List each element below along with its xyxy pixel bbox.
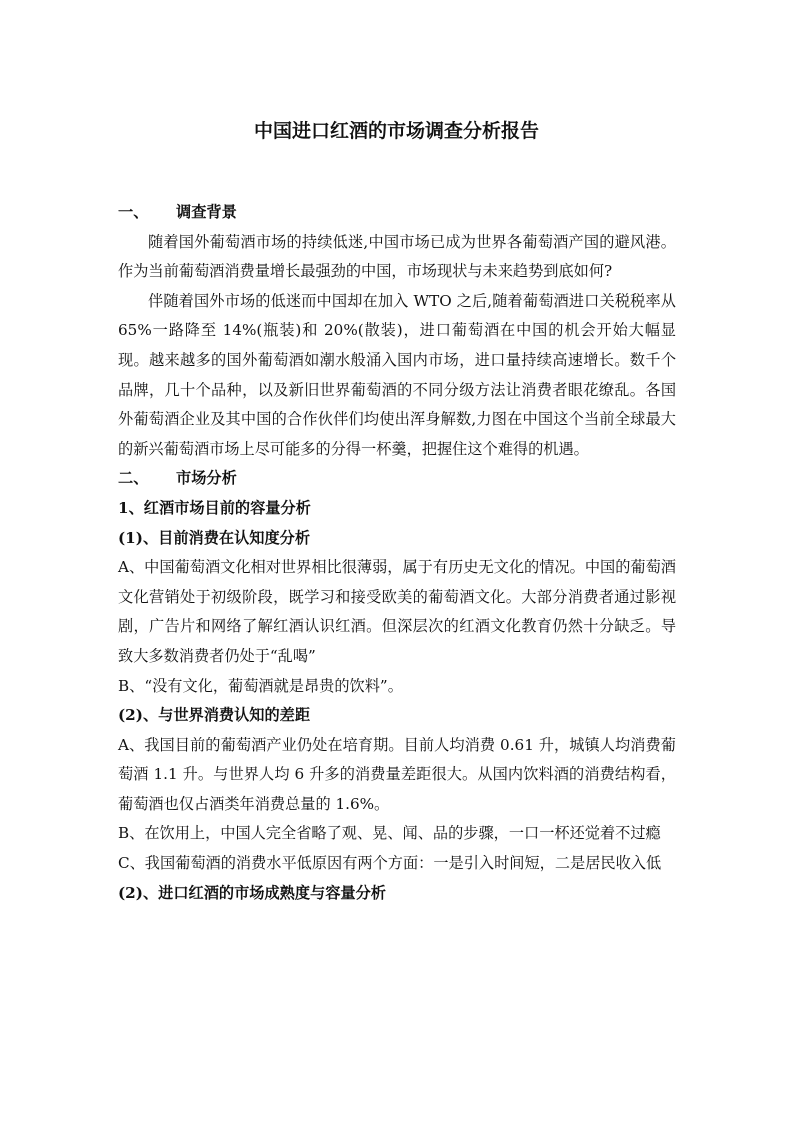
subsection-1-1-heading: (1)、目前消费在认知度分析 bbox=[118, 528, 311, 547]
section-2-title: 市场分析 bbox=[176, 469, 237, 488]
section-1-paragraph-1: 随着国外葡萄酒市场的持续低迷,中国市场已成为世界各葡萄酒产国的避风港。作为当前葡萄酒消费量增长最强劲的中国，市场现状与未来趋势到底如何? bbox=[118, 232, 676, 281]
section-2-number: 二、 bbox=[118, 469, 149, 488]
document-title: 中国进口红酒的市场调查分析报告 bbox=[253, 120, 539, 142]
document-body bbox=[118, 198, 676, 908]
section-1-paragraph-2: 伴随着国外市场的低迷而中国却在加入 WTO 之后,随着葡萄酒进口关税税率从 65%一路降至 14%(瓶装)和 20%(散装)，进口葡萄酒在中国的机会开始大幅显现。越来越多的国外葡萄酒如潮水般涌入国内市场，进口量持续高速增长。数千个品牌，几十个品种，以及新旧世界葡萄酒的不同分级方法让消费者眼花缭乱。各国外葡萄酒企业及其中国的合作伙伴们均使出浑身解数,力图在中国这个当前全球最大的新兴葡萄酒市场上尽可能多的分得一杯羹，把握住这个难得的机遇。 bbox=[118, 291, 676, 458]
subsection-1-heading: 1、红酒市场目前的容量分析 bbox=[118, 498, 311, 517]
subsection-1-2-item-a: A、我国目前的葡萄酒产业仍处在培育期。目前人均消费 0.61 升，城镇人均消费葡萄酒 1.1 升。与世界人均 6 升多的消费量差距很大。从国内饮料酒的消费结构看，葡萄酒也仅占酒类年消费总量的 1.6%。 bbox=[118, 735, 676, 813]
subsection-1-2-heading: (2)、与世界消费认知的差距 bbox=[118, 706, 311, 725]
section-1-number: 一、 bbox=[118, 203, 149, 221]
subsection-1-2-item-c: C、我国葡萄酒的消费水平低原因有两个方面：一是引入时间短，二是居民收入低 bbox=[118, 854, 662, 873]
section-1-heading bbox=[118, 198, 676, 228]
section-2-heading bbox=[118, 464, 676, 494]
subsection-1-1-item-a: A、中国葡萄酒文化相对世界相比很薄弱，属于有历史无文化的情况。中国的葡萄酒文化营销处于初级阶段，既学习和接受欧美的葡萄酒文化。大部分消费者通过影视剧，广告片和网络了解红酒认识红酒。但深层次的红酒文化教育仍然十分缺乏。导致大多数消费者仍处于“乱喝” bbox=[118, 558, 676, 665]
section-1-title: 调查背景 bbox=[176, 203, 237, 221]
subsection-1-1-item-b: B、“没有文化，葡萄酒就是昂贵的饮料”。 bbox=[118, 676, 403, 695]
subsection-1-3-heading: (2)、进口红酒的市场成熟度与容量分析 bbox=[118, 883, 386, 902]
subsection-1-2-item-b: B、在饮用上，中国人完全省略了观、晃、闻、品的步骤，一口一杯还觉着不过瘾 bbox=[118, 824, 661, 843]
